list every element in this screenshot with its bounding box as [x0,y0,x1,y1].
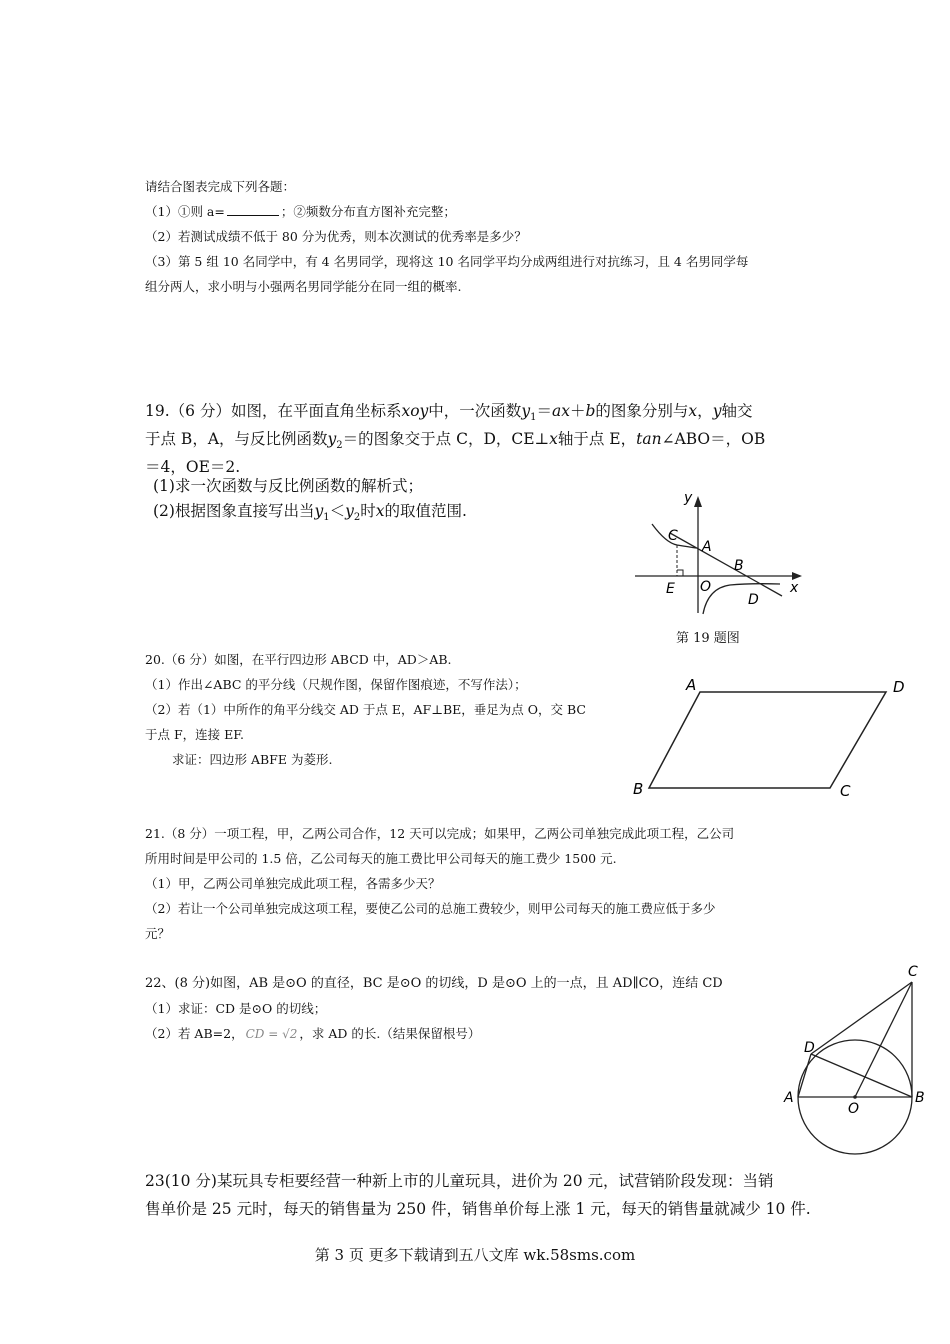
q21-line4: （2）若让一个公司单独完成这项工程，要使乙公司的总施工费较少，则甲公司每天的施工费应低于多少 [145,901,716,916]
q19-sub2-lt: ＜ [329,502,346,520]
q19-line3: ＝4，OE＝2. [145,458,241,476]
q19-l1-plus: ＋ [569,402,586,420]
q19-l1-d: 轴交 [721,402,753,420]
q20-parallelogram-figure [628,670,918,805]
q22-line1: 22、(8 分)如图，AB 是⊙O 的直径，BC 是⊙O 的切线，D 是⊙O 上的一点，且 AD∥CO，连结 CD [145,976,723,991]
q19-sub2-a: (2)根据图象直接写出当 [153,502,315,520]
q21-line5: 元？ [145,926,171,941]
label-b: B [633,780,644,798]
q22-l3-a: （2）若 AB=2， [145,1026,244,1041]
q19-l2-b: ＝的图象交于点 C，D，CE⊥ [342,430,550,448]
label-o: O [848,1101,860,1117]
answer-blank [227,202,279,216]
q19-sub2 [153,496,467,533]
label-o: O [700,579,712,595]
center-point [853,1095,857,1099]
q21-line1: 21.（8 分）一项工程，甲，乙两公司合作，12 天可以完成；如果甲，乙两公司单独完成此项工程，乙公司 [145,826,735,841]
q19-sub2-b: 时 [360,502,376,520]
q20-line3: （2）若（1）中所作的角平分线交 AD 于点 E，AF⊥BE，垂足为点 O，交 BC [145,702,586,717]
q23-line1: 23(10 分)某玩具专柜要经营一种新上市的儿童玩具，进价为 20 元，试营销阶段发现：当销 [145,1172,774,1190]
tangent-cd [811,982,912,1054]
label-d: D [804,1040,815,1056]
q18-part2: （2）若测试成绩不低于 80 分为优秀，则本次测试的优秀率是多少？ [145,229,527,244]
q22-formula: CD = √2 [245,1027,298,1041]
q19-l1-a: 19.（6 分）如图，在平面直角坐标系 [145,402,402,420]
label-e: E [666,581,675,597]
q19-l1-b: 中，一次函数 [428,402,522,420]
q19-l2-x: x [549,430,558,448]
q19-l2-d: ∠ABO＝，OB [661,430,766,448]
q19-l1-y2: y [712,402,722,420]
label-a: A [686,676,697,694]
q19-sub2-c: 的取值范围. [384,502,467,520]
parallelogram-abcd [649,692,886,788]
q19-sub2-y2: y [345,502,354,520]
x-axis-arrow-icon [792,572,802,580]
linear-function-line [670,533,782,596]
q19-sub2-y1: y [314,502,324,520]
q22-line2: （1）求证：CD 是⊙O 的切线； [145,1001,327,1016]
q18-part1-a: （1）①则 a= [145,204,225,219]
page-footer: 第 3 页 更多下载请到五八文库 wk.58sms.com [314,1246,636,1264]
q19-l1-comma: ， [697,402,713,420]
q18-part1 [145,199,456,224]
q20-line4: 于点 F，连接 EF. [145,727,244,742]
y-axis-arrow-icon [694,496,702,507]
q19-sub2-s2: 2 [353,512,361,524]
label-y: y [684,490,693,506]
q19-l2-c: 轴于点 E， [557,430,637,448]
label-c: C [668,528,678,544]
q20-line1: 20.（6 分）如图，在平行四边形 ABCD 中，AD＞AB. [145,652,452,667]
label-d: D [748,592,759,608]
label-x: x [790,580,799,596]
q18-intro: 请结合图表完成下列各题： [145,179,296,194]
segment-db [811,1054,912,1097]
q19-l2-y: y [327,430,337,448]
label-b: B [915,1090,925,1106]
q19-l2-tan: tan [636,430,662,448]
q19-l1-bvar: b [585,402,596,420]
q18-part3-line1: （3）第 5 组 10 名同学中，有 4 名男同学，现将这 10 名同学平均分成两组进行对抗练习，且 4 名男同学每 [145,254,749,269]
q20-line2: （1）作出∠ABC 的平分线（尺规作图，保留作图痕迹，不写作法）； [145,677,527,692]
q19-l1-c: 的图象分别与 [595,402,689,420]
q21-line3: （1）甲，乙两公司单独完成此项工程，各需多少天？ [145,876,441,891]
q19-sub1: (1)求一次函数与反比例函数的解析式； [153,477,423,495]
segment-ad [798,1054,811,1097]
q19-sub2-x: x [375,502,385,520]
q19-l1-var: xoy [401,402,429,420]
q22-line3 [145,1021,480,1047]
q19-l1-x: x [688,402,698,420]
q19-l1-eq: ＝ [536,402,552,420]
q19-l1-y: y [521,402,531,420]
segment-co [855,982,912,1097]
label-c: C [908,964,918,980]
label-c: C [840,782,851,800]
q22-l3-b: ，求 AD 的长.（结果保留根号） [299,1026,481,1041]
q18-part1-b: ；②频数分布直方图补充完整； [280,204,456,219]
q19-sub2-s1: 1 [323,512,330,524]
q23-line2: 售单价是 25 元时，每天的销售量为 250 件，销售单价每上涨 1 元，每天的销售量就减少 10 件. [145,1200,811,1218]
q18-part3-line2: 组分两人，求小明与小强两名男同学能分在同一组的概率. [145,279,462,294]
q19-l1-sub: 1 [530,412,537,424]
label-d: D [893,678,905,696]
q21-line2: 所用时间是甲公司的 1.5 倍，乙公司每天的施工费比甲公司每天的施工费少 1500 元. [145,851,617,866]
label-a: A [702,539,712,555]
label-a: A [784,1090,794,1106]
q19-l2-sub: 2 [336,440,343,452]
q19-l2-a: 于点 B，A，与反比例函数 [145,430,328,448]
q19-l1-ax: ax [551,402,570,420]
q19-figure-caption: 第 19 题图 [676,631,740,646]
q22-circle-figure [778,958,938,1158]
q19-coordinate-figure [630,488,810,618]
right-angle-mark [677,570,683,576]
q20-line5: 求证：四边形 ABFE 为菱形. [172,752,333,767]
label-b: B [734,558,744,574]
